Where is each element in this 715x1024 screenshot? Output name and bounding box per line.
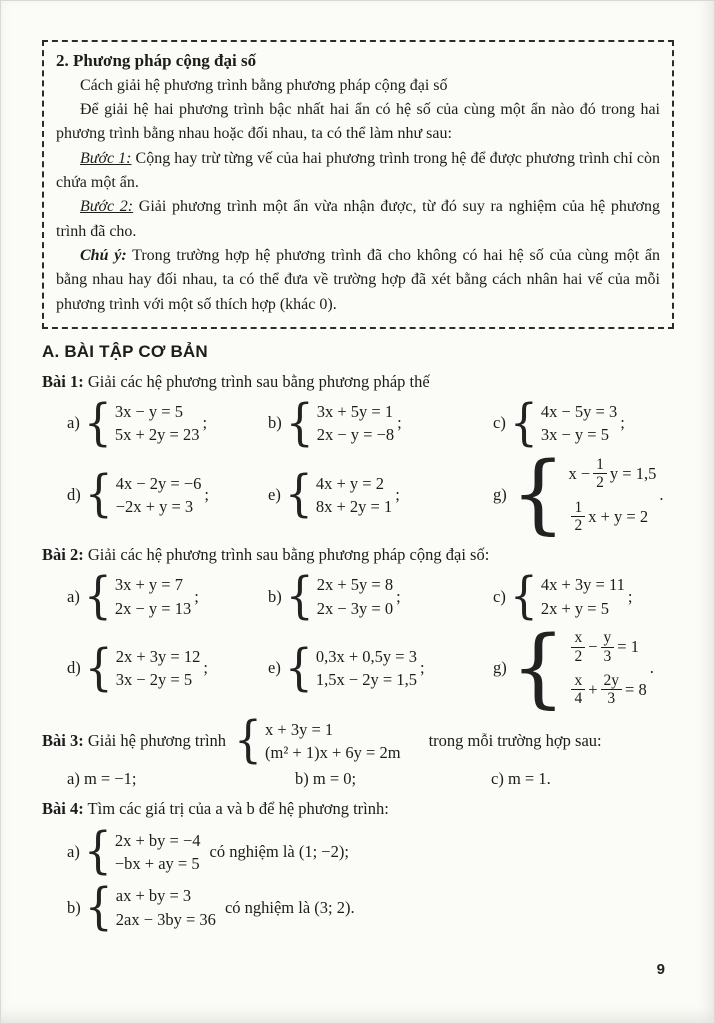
bai1-heading [42,370,674,393]
separator: ; [395,485,400,505]
separator: ; [620,413,625,433]
fraction [571,629,585,665]
fraction [571,499,585,535]
equation: 3x + y = 7 [114,575,183,595]
denominator: 3 [607,690,616,708]
item-key: a) [67,413,80,433]
numerator: x [571,629,585,647]
equation: −bx + ay = 5 [114,854,200,874]
theory-intro: Cách giải hệ phương trình bằng phương pháp cộng đại số [80,76,448,94]
equation-system-4b [67,879,216,937]
bai3-intro [42,731,226,751]
bai4-label: Bài 4: [42,798,84,818]
denominator: 2 [596,474,604,492]
step-1-text: Cộng hay trừ từng vế của hai phương trình trong hệ để được phương trình chỉ còn chứa một ẩn. [56,149,661,192]
separator: ; [396,586,401,606]
separator: ; [203,658,208,678]
brace-icon: { [510,617,566,718]
case-c: c) m = 1. [491,768,551,788]
note-text: Trong trường hợp hệ phương trình đã cho không có hai hệ số của cùng một ẩn bằng nhau hay đối nhau, ta có thể đưa về trường hợp đã xét bằng cách nhân hai vế của mỗi phương trình với một số thích hợp (khác 0). [56,247,660,313]
equation: 2x + 5y = 8 [316,575,394,595]
equation: 4x − 2y = −6 [115,473,202,493]
equation [568,629,646,665]
case-a: a) m = −1; [67,768,137,788]
brace-icon: { [285,394,314,452]
separator: . [659,485,664,505]
separator: . [649,658,654,678]
fraction [571,672,585,708]
brace-icon: { [284,466,313,524]
equation: 3x + 5y = 1 [316,402,394,422]
equation: ax + by = 3 [115,886,192,906]
item-key: b) [268,413,282,433]
brace-icon: { [83,823,112,881]
equation-part: x − [568,464,591,484]
item-key: b) [268,586,282,606]
section-a-heading: A. BÀI TẬP CƠ BẢN [42,341,208,361]
equation: 2x − 3y = 0 [316,598,394,618]
solution-note: có nghiệm là (1; −2); [209,842,349,862]
equation: 5x + 2y = 23 [114,425,200,445]
equation: 4x + y = 2 [315,473,384,493]
fraction [601,629,615,665]
equation: 2x − y = −8 [316,425,395,445]
item-key: b) [67,897,81,917]
brace-icon: { [83,394,112,452]
equation [568,456,656,492]
separator: ; [627,586,633,606]
page-number: 9 [656,961,665,978]
brace-icon: { [83,567,112,626]
note-label: Chú ý: [80,247,127,265]
step-2-text: Giải phương trình một ẩn vừa nhận được, từ đó suy ra nghiệm của hệ phương trình đã cho. [56,198,661,240]
bai2-row1 [42,567,674,626]
numerator: x [571,672,585,690]
brace-icon: { [284,639,313,697]
equation-system-1d [67,466,268,524]
numerator: 1 [571,499,585,517]
bai2-text: Giải các hệ phương trình sau bằng phương pháp cộng đại số: [83,545,490,565]
bai4-item-a [42,823,674,881]
item-key: e) [268,658,281,678]
equation-system-2b [268,567,493,626]
equation: 2x − y = 13 [114,598,192,618]
separator: ; [194,586,199,606]
bai4-item-b [42,879,674,937]
bai1-row2 [42,444,674,545]
equation-system-2g [493,617,674,718]
numerator: 1 [593,456,607,474]
equation-system-2e [268,639,493,697]
separator: ; [397,413,402,433]
denominator: 2 [574,516,583,534]
equation-system-2c [493,567,674,626]
equation-part: = 8 [625,680,647,700]
bai3-cases [42,769,674,789]
theory-box [42,40,674,329]
equation-part: y = 1,5 [609,464,657,484]
bai4-heading [42,797,674,820]
separator: ; [419,658,425,678]
equation-system-1g [493,444,674,545]
item-key: d) [67,485,81,505]
numerator: y [601,629,615,647]
brace-icon: { [234,712,263,770]
equation: (m² + 1)x + 6y = 2m [265,743,401,763]
page-content [42,40,674,940]
bai2-heading [42,543,674,566]
equation: x + 3y = 1 [265,719,334,739]
equation-system-1e [268,466,493,524]
item-key: g) [493,658,507,678]
bai4-text: Tìm các giá trị của a và b để hệ phương trình: [83,798,389,818]
denominator: 3 [603,647,612,665]
bai1-row1 [42,394,674,452]
bai3-post-text: trong mỗi trường hợp sau: [428,731,602,751]
equation: 3x − y = 5 [540,425,609,445]
bai2-row2 [42,617,674,718]
equation: 2x + by = −4 [114,830,201,850]
brace-icon: { [509,394,538,452]
item-key: a) [67,842,80,862]
bai3-heading [42,712,674,770]
case-b: b) m = 0; [295,768,357,788]
item-key: g) [493,485,507,505]
separator: ; [202,413,208,433]
equation: 3x − y = 5 [114,402,183,422]
theory-step-2 [56,195,660,244]
equation: 0,3x + 0,5y = 3 [315,647,417,667]
item-key: d) [67,658,81,678]
equation-system-1b [268,394,493,452]
equation-system-4a [67,823,201,881]
brace-icon: { [509,567,538,626]
equation: 4x + 3y = 11 [540,575,625,595]
equation-system-2d [67,639,268,697]
step-2-label: Bước 2: [80,198,134,216]
equation-system-1c [493,394,674,452]
operator: − [588,637,598,657]
theory-title: 2. Phương pháp cộng đại số [56,51,257,70]
equation: 2x + 3y = 12 [115,647,201,667]
equation [568,672,646,708]
numerator: 2y [601,672,623,690]
operator: + [588,680,598,700]
separator: ; [204,485,210,505]
fraction [593,456,607,492]
solution-note: có nghiệm là (3; 2). [224,897,355,917]
equation: 2ax − 3by = 36 [115,909,216,929]
equation: 8x + 2y = 1 [315,497,393,517]
item-key: a) [67,586,80,606]
bai1-text: Giải các hệ phương trình sau bằng phương pháp thế [83,371,430,391]
equation [568,499,656,535]
bai1-label: Bài 1: [42,371,84,391]
step-1-label: Bước 1: [80,149,132,167]
brace-icon: { [285,567,314,626]
equation: 4x − 5y = 3 [540,402,618,422]
bai3-label: Bài 3: [42,731,84,751]
equation-system-1a [67,394,268,452]
item-key: c) [493,586,506,606]
theory-step-1 [56,147,660,196]
equation-system-3 [234,712,401,770]
brace-icon: { [84,466,113,524]
item-key: c) [493,413,506,433]
equation-part: x + y = 2 [588,506,649,526]
fraction [601,672,623,708]
brace-icon: { [84,639,113,697]
bai2-label: Bài 2: [42,545,84,565]
bai3-text: Giải hệ phương trình [83,731,227,751]
denominator: 2 [574,647,583,665]
equation: −2x + y = 3 [115,497,194,517]
brace-icon: { [84,879,113,937]
item-key: e) [268,485,281,505]
denominator: 4 [574,690,583,708]
equation-part: = 1 [617,637,639,657]
brace-icon: { [510,444,566,545]
theory-paragraph: Để giải hệ hai phương trình bậc nhất hai ẩn có hệ số của cùng một ẩn nào đó trong hai phương trình bằng nhau hoặc đối nhau, ta có thể làm như sau: [56,101,660,143]
equation: 3x − 2y = 5 [115,670,193,690]
equation-system-2a [67,567,268,626]
equation: 2x + y = 5 [540,598,609,618]
equation: 1,5x − 2y = 1,5 [315,670,417,690]
theory-note [56,244,660,317]
